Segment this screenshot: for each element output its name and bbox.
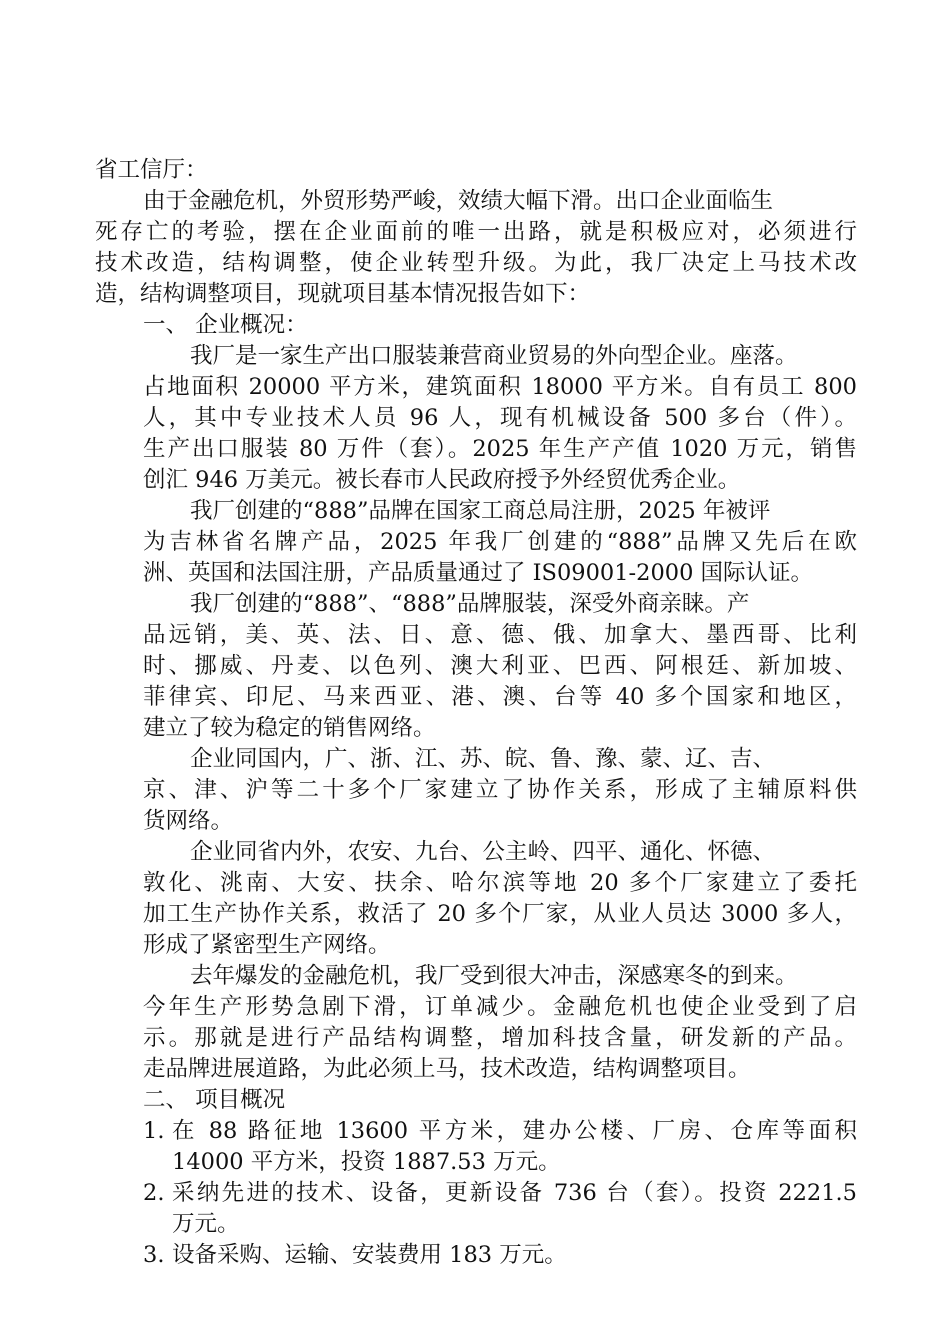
paragraph-line: 企业同国内，广、浙、江、苏、皖、鲁、豫、蒙、辽、吉、 <box>190 746 776 772</box>
paragraph-line: 菲律宾、印尼、马来西亚、港、澳、台等 40 多个国家和地区， <box>143 684 857 710</box>
paragraph-line: 货网络。 <box>143 808 234 834</box>
paragraph-line: 我厂是一家生产出口服装兼营商业贸易的外向型企业。座落。 <box>190 343 798 369</box>
intro-line: 死存亡的考验，摆在企业面前的唯一出路，就是积极应对，必须进行 <box>95 219 857 245</box>
paragraph-line: 为吉林省名牌产品，2025 年我厂创建的“888”品牌又先后在欧 <box>143 529 857 555</box>
paragraph-line: 人，其中专业技术人员 96 人，现有机械设备 500 多台（件）。 <box>143 405 857 431</box>
paragraph-line: 洲、英国和法国注册，产品质量通过了 IS09001-2000 国际认证。 <box>143 560 814 586</box>
paragraph-line: 建立了较为稳定的销售网络。 <box>143 715 436 741</box>
paragraph-line: 示。那就是进行产品结构调整，增加科技含量，研发新的产品。 <box>143 1025 857 1051</box>
paragraph-line: 我厂创建的“888”、“888”品牌服装，深受外商亲睐。产 <box>190 591 750 617</box>
paragraph-line: 今年生产形势急剧下滑，订单减少。金融危机也使企业受到了启 <box>143 994 857 1020</box>
paragraph-line: 走品牌进展道路，为此必须上马，技术改造，结构调整项目。 <box>143 1056 751 1082</box>
paragraph-line: 我厂创建的“888”品牌在国家工商总局注册，2025 年被评 <box>190 498 771 524</box>
list-item-text: 采纳先进的技术、设备，更新设备 736 台（套）。投资 2221.5 <box>172 1180 857 1206</box>
section-heading: 二、 项目概况 <box>143 1087 286 1113</box>
paragraph-line: 加工生产协作关系，救活了 20 多个厂家，从业人员达 3000 多人， <box>143 901 857 927</box>
intro-line: 由于金融危机，外贸形势严峻，效绩大幅下滑。出口企业面临生 <box>143 188 774 214</box>
section-heading: 一、 企业概况： <box>143 312 308 338</box>
list-item-text: 14000 平方米，投资 1887.53 万元。 <box>172 1149 561 1175</box>
list-number: 3. <box>143 1242 165 1268</box>
intro-line: 造，结构调整项目，现就项目基本情况报告如下： <box>95 281 591 307</box>
list-item-text: 在 88 路征地 13600 平方米，建办公楼、厂房、仓库等面积 <box>172 1118 857 1144</box>
list-item-text: 万元。 <box>172 1211 240 1237</box>
intro-line: 技术改造，结构调整，使企业转型升级。为此，我厂决定上马技术改 <box>95 250 857 276</box>
list-number: 1. <box>143 1118 165 1144</box>
paragraph-line: 创汇 946 万美元。被长春市人民政府授予外经贸优秀企业。 <box>143 467 741 493</box>
paragraph-line: 时、挪威、丹麦、以色列、澳大利亚、巴西、阿根廷、新加坡、 <box>143 653 857 679</box>
paragraph-line: 去年爆发的金融危机，我厂受到很大冲击，深感寒冬的到来。 <box>190 963 798 989</box>
list-item-text: 设备采购、运输、安装费用 183 万元。 <box>172 1242 567 1268</box>
list-number: 2. <box>143 1180 165 1206</box>
paragraph-line: 企业同省内外，农安、九台、公主岭、四平、通化、怀德、 <box>190 839 776 865</box>
paragraph-line: 品远销，美、英、法、日、意、德、俄、加拿大、墨西哥、比利 <box>143 622 857 648</box>
paragraph-line: 敦化、洮南、大安、扶余、哈尔滨等地 20 多个厂家建立了委托 <box>143 870 857 896</box>
paragraph-line: 生产出口服装 80 万件（套）。2025 年生产产值 1020 万元，销售 <box>143 436 857 462</box>
salutation: 省工信厅： <box>95 157 208 183</box>
paragraph-line: 形成了紧密型生产网络。 <box>143 932 391 958</box>
paragraph-line: 占地面积 20000 平方米，建筑面积 18000 平方米。自有员工 800 <box>143 374 857 400</box>
paragraph-line: 京、津、沪等二十多个厂家建立了协作关系，形成了主辅原料供 <box>143 777 857 803</box>
